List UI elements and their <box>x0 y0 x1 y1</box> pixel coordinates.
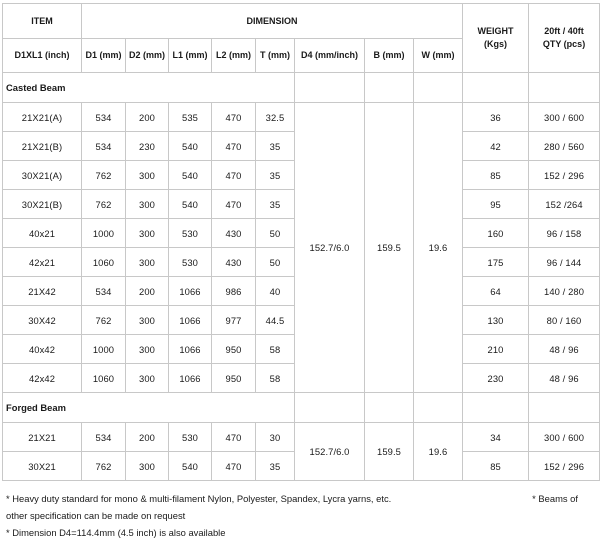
cell-l1: 540 <box>169 132 212 161</box>
section-spacer-qty <box>529 73 600 103</box>
cell-t: 30 <box>256 423 295 452</box>
cell-d1: 534 <box>82 132 126 161</box>
cell-d2: 300 <box>126 219 169 248</box>
cell-l2: 977 <box>212 306 256 335</box>
note-dimension-d4: * Dimension D4=114.4mm (4.5 inch) is also available <box>6 527 226 538</box>
section-spacer-w <box>414 73 463 103</box>
cell-d1: 762 <box>82 161 126 190</box>
cell-item: 21X21(A) <box>3 103 82 132</box>
cell-qty: 152 /264 <box>529 190 600 219</box>
cell-shared-b: 159.5 <box>365 103 414 393</box>
cell-l1: 1066 <box>169 364 212 393</box>
cell-d2: 300 <box>126 452 169 481</box>
cell-l1: 540 <box>169 190 212 219</box>
cell-d1: 1060 <box>82 248 126 277</box>
cell-weight: 42 <box>463 132 529 161</box>
cell-shared-d4: 152.7/6.0 <box>295 423 365 481</box>
cell-d2: 300 <box>126 161 169 190</box>
header-qty <box>529 4 600 73</box>
cell-d1: 1000 <box>82 219 126 248</box>
cell-item: 30X21 <box>3 452 82 481</box>
cell-l2: 470 <box>212 423 256 452</box>
cell-t: 44.5 <box>256 306 295 335</box>
cell-d1: 1000 <box>82 335 126 364</box>
cell-t: 58 <box>256 335 295 364</box>
cell-d2: 200 <box>126 423 169 452</box>
cell-l2: 470 <box>212 452 256 481</box>
section-title-casted: Casted Beam <box>3 73 295 103</box>
cell-t: 35 <box>256 190 295 219</box>
cell-l2: 430 <box>212 219 256 248</box>
note-heavy-duty: * Heavy duty standard for mono & multi-filament Nylon, Polyester, Spandex, Lycra yarns, etc. <box>6 493 392 504</box>
cell-l2: 470 <box>212 161 256 190</box>
cell-item: 42x42 <box>3 364 82 393</box>
cell-qty: 96 / 158 <box>529 219 600 248</box>
cell-qty: 280 / 560 <box>529 132 600 161</box>
section-spacer-weight <box>463 73 529 103</box>
cell-weight: 85 <box>463 452 529 481</box>
cell-weight: 230 <box>463 364 529 393</box>
cell-d1: 534 <box>82 423 126 452</box>
cell-l2: 950 <box>212 364 256 393</box>
note-other-spec: other specification can be made on request <box>6 510 186 521</box>
footnotes <box>6 490 600 541</box>
section-spacer-d4 <box>295 73 365 103</box>
cell-d2: 300 <box>126 190 169 219</box>
cell-qty: 140 / 280 <box>529 277 600 306</box>
cell-qty: 96 / 144 <box>529 248 600 277</box>
section-spacer-qty <box>529 393 600 423</box>
cell-d2: 300 <box>126 306 169 335</box>
section-title-forged: Forged Beam <box>3 393 295 423</box>
cell-t: 35 <box>256 132 295 161</box>
cell-qty: 48 / 96 <box>529 335 600 364</box>
cell-t: 32.5 <box>256 103 295 132</box>
col-d2: D2 (mm) <box>126 39 169 73</box>
table-row <box>3 103 600 132</box>
cell-d2: 300 <box>126 248 169 277</box>
cell-d2: 200 <box>126 103 169 132</box>
section-row-forged <box>3 393 600 423</box>
section-spacer-b <box>365 393 414 423</box>
col-d4: D4 (mm/inch) <box>295 39 365 73</box>
header-qty-container: 20ft / 40ft <box>544 26 584 36</box>
section-spacer-weight <box>463 393 529 423</box>
cell-d1: 762 <box>82 452 126 481</box>
cell-t: 35 <box>256 161 295 190</box>
cell-l1: 535 <box>169 103 212 132</box>
cell-item: 30X21(B) <box>3 190 82 219</box>
cell-t: 50 <box>256 248 295 277</box>
section-spacer-w <box>414 393 463 423</box>
cell-l1: 540 <box>169 452 212 481</box>
cell-weight: 95 <box>463 190 529 219</box>
cell-l2: 430 <box>212 248 256 277</box>
cell-t: 40 <box>256 277 295 306</box>
header-qty-unit: QTY (pcs) <box>542 39 586 49</box>
cell-qty: 300 / 600 <box>529 423 600 452</box>
section-spacer-d4 <box>295 393 365 423</box>
cell-d1: 762 <box>82 306 126 335</box>
header-weight-label: WEIGHT <box>477 26 514 36</box>
section-row-casted <box>3 73 600 103</box>
cell-t: 50 <box>256 219 295 248</box>
cell-item: 40x21 <box>3 219 82 248</box>
cell-d2: 230 <box>126 132 169 161</box>
note-beams-of: * Beams of <box>532 493 578 504</box>
cell-item: 30X21(A) <box>3 161 82 190</box>
cell-weight: 64 <box>463 277 529 306</box>
cell-weight: 34 <box>463 423 529 452</box>
cell-d1: 534 <box>82 103 126 132</box>
cell-weight: 160 <box>463 219 529 248</box>
cell-weight: 36 <box>463 103 529 132</box>
cell-l2: 986 <box>212 277 256 306</box>
cell-shared-w: 19.6 <box>414 103 463 393</box>
col-l2: L2 (mm) <box>212 39 256 73</box>
cell-d1: 534 <box>82 277 126 306</box>
cell-qty: 80 / 160 <box>529 306 600 335</box>
section-spacer-b <box>365 73 414 103</box>
cell-weight: 130 <box>463 306 529 335</box>
header-dimension: DIMENSION <box>82 4 463 39</box>
beam-spec-table <box>2 3 600 481</box>
cell-item: 30X42 <box>3 306 82 335</box>
cell-item: 42x21 <box>3 248 82 277</box>
cell-qty: 152 / 296 <box>529 452 600 481</box>
header-row-1 <box>3 4 600 39</box>
cell-shared-d4: 152.7/6.0 <box>295 103 365 393</box>
cell-l2: 470 <box>212 103 256 132</box>
header-weight <box>463 4 529 73</box>
cell-d2: 300 <box>126 364 169 393</box>
table-row <box>3 423 600 452</box>
cell-t: 58 <box>256 364 295 393</box>
cell-l1: 1066 <box>169 306 212 335</box>
cell-t: 35 <box>256 452 295 481</box>
cell-item: 21X42 <box>3 277 82 306</box>
cell-item: 21X21 <box>3 423 82 452</box>
cell-qty: 152 / 296 <box>529 161 600 190</box>
cell-item: 21X21(B) <box>3 132 82 161</box>
col-b: B (mm) <box>365 39 414 73</box>
header-weight-unit: (Kgs) <box>484 39 508 49</box>
cell-shared-w: 19.6 <box>414 423 463 481</box>
cell-l2: 470 <box>212 190 256 219</box>
cell-l1: 530 <box>169 219 212 248</box>
cell-d1: 762 <box>82 190 126 219</box>
cell-l1: 1066 <box>169 277 212 306</box>
cell-d2: 200 <box>126 277 169 306</box>
header-item: ITEM <box>3 4 82 39</box>
cell-l2: 470 <box>212 132 256 161</box>
col-l1: L1 (mm) <box>169 39 212 73</box>
col-t: T (mm) <box>256 39 295 73</box>
cell-item: 40x42 <box>3 335 82 364</box>
col-d1: D1 (mm) <box>82 39 126 73</box>
cell-weight: 175 <box>463 248 529 277</box>
cell-d1: 1060 <box>82 364 126 393</box>
col-w: W (mm) <box>414 39 463 73</box>
cell-l1: 1066 <box>169 335 212 364</box>
cell-l1: 540 <box>169 161 212 190</box>
col-d1xl1: D1XL1 (inch) <box>3 39 82 73</box>
cell-l2: 950 <box>212 335 256 364</box>
cell-weight: 210 <box>463 335 529 364</box>
cell-d2: 300 <box>126 335 169 364</box>
cell-l1: 530 <box>169 248 212 277</box>
cell-l1: 530 <box>169 423 212 452</box>
cell-qty: 48 / 96 <box>529 364 600 393</box>
cell-weight: 85 <box>463 161 529 190</box>
cell-shared-b: 159.5 <box>365 423 414 481</box>
cell-qty: 300 / 600 <box>529 103 600 132</box>
